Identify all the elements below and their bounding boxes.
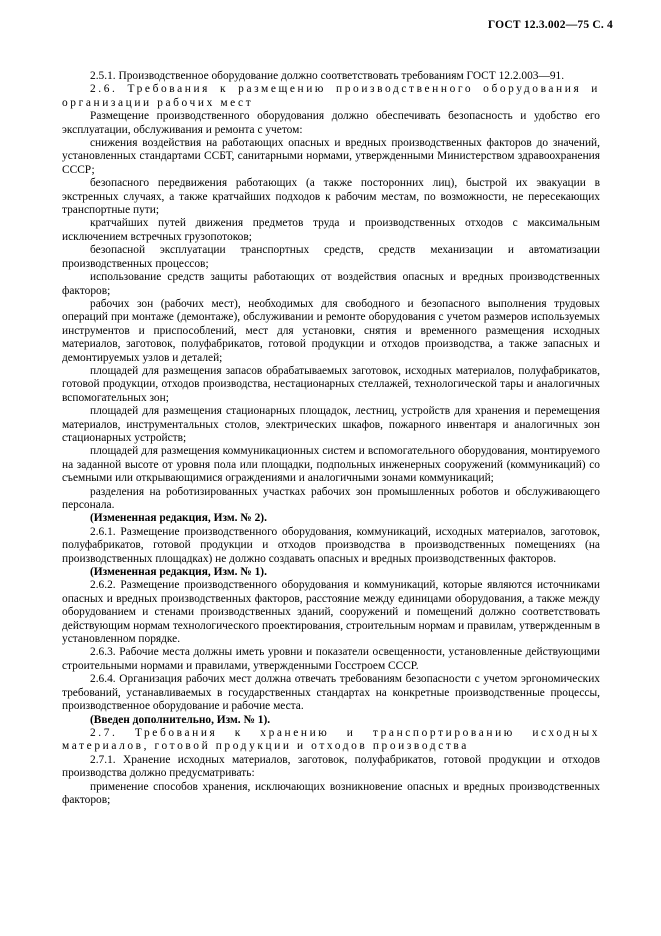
section-heading-2-7: 2.7. Требования к хранению и транспортированию исходных материалов, готовой продукции и отходов производства <box>62 726 600 753</box>
amendment-note: (Введен дополнительно, Изм. № 1). <box>90 713 271 726</box>
amendment-note: (Измененная редакция, Изм. № 2). <box>90 512 267 525</box>
list-item: площадей для размещения стационарных площадок, лестниц, устройств для хранения и перемещения материалов, инструментальных столов, электрических шкафов, пожарного инвентаря и аналогичных зон стационарных устройств; <box>62 405 600 444</box>
paragraph-2-6-1: 2.6.1. Размещение производственного оборудования, коммуникаций, исходных материалов, заготовок, полуфабрикатов, готовой продукции и отходов производства в производственных помещениях (на производственных площадках) не должно создавать опасных и вредных производственных факторов. <box>62 525 600 565</box>
paragraph: Размещение производственного оборудования должно обеспечивать безопасность и удобство его эксплуатации, обслуживания и ремонта с учетом: <box>62 110 600 136</box>
list-item: разделения на роботизированных участках рабочих зон промышленных роботов и обслуживающего персонала. <box>62 485 600 511</box>
list-item: кратчайших путей движения предметов труда и производственных отходов с максимальным исключением встречных грузопотоков; <box>62 217 600 243</box>
list-item: рабочих зон (рабочих мест), необходимых для свободного и безопасного выполнения трудовых операций при монтаже (демонтаже), обслуживании и ремонте оборудования с учетом размеров используемых инструментов и приспособлений, мест для установки, снятия и временного размещения исходных материалов, заготовок, полуфабрикатов, готовой продукции и отходов производства, а также запасных и демонтируемых узлов и деталей; <box>62 297 600 364</box>
amendment-note: (Измененная редакция, Изм. № 1). <box>90 566 267 579</box>
paragraph-2-6-4: 2.6.4. Организация рабочих мест должна отвечать требованиям безопасности с учетом эргономических требований, устанавливаемых в государственных стандартах на конкретные производственные процессы, производственное оборудование и рабочие места. <box>62 673 600 713</box>
list-item: безопасного передвижения работающих (а также посторонних лиц), быстрой их эвакуации в экстренных случаях, а также кратчайших подходов к рабочим местам, по возможности, не пересекающих транспортные пути; <box>62 177 600 217</box>
list-item: применение способов хранения, исключающих возникновение опасных и вредных производственных факторов; <box>62 780 600 806</box>
list-item: снижения воздействия на работающих опасных и вредных производственных факторов до значений, установленных стандартами ССБТ, санитарными нормами, утвержденными Министерством здравоохранения СССР; <box>62 137 600 176</box>
list-item: безопасной эксплуатации транспортных средств, средств механизации и автоматизации производственных процессов; <box>62 244 600 270</box>
page-header: ГОСТ 12.3.002—75 С. 4 <box>487 19 613 31</box>
section-heading-2-6: 2.6. Требования к размещению производственного оборудования и организации рабочих мест <box>62 83 600 109</box>
paragraph-2-6-2: 2.6.2. Размещение производственного оборудования и коммуникаций, которые являются источниками опасных и вредных производственных факторов, расстояние между единицами оборудования, а также между оборудованием и стенами производственных зданий, сооружений и помещений должно соответствовать действующим нормам технологического проектирования, строительным нормам и правилам, утвержденным в установленном порядке. <box>62 579 600 646</box>
list-item: площадей для размещения запасов обрабатываемых заготовок, исходных материалов, полуфабрикатов, готовой продукции, отходов производства, нестационарных стеллажей, технологической тары и аналогичных вспомогательных зон; <box>62 364 600 404</box>
list-item: использование средств защиты работающих от воздействия опасных и вредных производственных факторов; <box>62 271 600 297</box>
paragraph-2-6-3: 2.6.3. Рабочие места должны иметь уровни и показатели освещенности, установленные действующими строительными нормами и правилами, утвержденными Госстроем СССР. <box>62 646 600 672</box>
paragraph-2-5-1: 2.5.1. Производственное оборудование должно соответствовать требованиям ГОСТ 12.2.003—91. <box>90 70 565 82</box>
paragraph-2-7-1: 2.7.1. Хранение исходных материалов, заготовок, полуфабрикатов, готовой продукции и отходов производства должно предусматривать: <box>62 753 600 780</box>
list-item: площадей для размещения коммуникационных систем и вспомогательного оборудования, монтируемого на заданной высоте от уровня пола или площадки, подпольных инженерных сооружений (коммуникаций) со съемными или открывающимися ограждениями и аналогичными зонами коммуникаций; <box>62 445 600 485</box>
document-body <box>62 70 600 807</box>
